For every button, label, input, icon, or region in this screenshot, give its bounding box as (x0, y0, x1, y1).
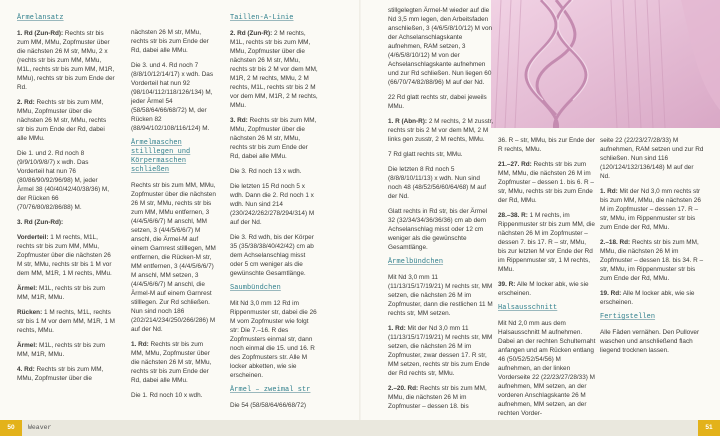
paragraph: nächsten 26 M str, MMu, rechts str bis zum Ende der Rd, dabei alle MMu. (131, 29, 209, 54)
paragraph: Rechts str bis zum MM, MMu, Zopfmuster über die nächsten 26 M str, MMu, rechts str bis zum MM, MMu entfernen, 3 (4/4/5/6/6/7) M anschl, MM setzen, 3 (4/4/5/6/6/7) M anschl, die Ärmel-M auf einem Garnrest stilllegen, MM entfernen, die Rücken-M str, MM entfernen, 3 (4/4/5/6/6/7) M anschl, MM setzen, 3 (4/4/5/6/6/7) M anschl, die Ärmel-M auf einem Garnrest stilllegen. Zur Rd schließen. Nun sind noch 186 (202/214/234/250/266/286) M auf der Nd. (131, 182, 216, 333)
heading-aermel: Ärmel – zweimal str (230, 386, 311, 394)
heading-aermelbuendchen: Ärmelbündchen (388, 258, 444, 266)
heading-aermelmaschen: Ärmelmaschen stilllegen und Körpermaschen schließen (131, 139, 191, 174)
heading-taillen-a-linie: Taillen-A-Linie (230, 14, 294, 22)
heading-halsausschnitt: Halsausschnitt (498, 304, 558, 312)
paragraph: 2. Rd (Zun-R): 2 M rechts, M1L, rechts str bis zum MM, MMu, Zopfmuster über die nächsten 26 M str, MMu, rechts str bis 2 M vor dem MM, M1R, 2 M rechts, MMu, 2 M rechts, M1L, rechts str bis 2 M vor dem MM, M1R, 2 M rechts, MMu. (230, 30, 318, 109)
paragraph: 39. R: Alle M locker abk, wie sie erscheinen. (498, 281, 589, 297)
paragraph: Die 3. Rd wdh, bis der Körper 35 (35/38/38/40/42/42) cm ab dem Achselanschlag misst oder 5 cm weniger als die gewünschte Gesamtlänge. (230, 234, 314, 277)
paragraph: Ärmel: M1L, rechts str bis zum MM, M1R, MMu. (17, 342, 106, 358)
paragraph: 1. Rd: Mit der Nd 3,0 mm 11 (11/13/15/17/19/21) M rechts str, MM setzen, die nächsten 26 M im Zopfmuster, zwar dessen 17. R str, MM setzen, rechts str bis zum Ende der Rd rechts str, MMu. (388, 325, 493, 377)
column-6 (600, 136, 704, 361)
paragraph: 28.–38. R: 1 M rechts, im Rippenmuster str bis zum MM, die nächsten 26 M im Zopfmuster – dessen 7. bis 17. R – str, MMu, bis zur letzten M vor Ende der Rd im Rippenmuster str, 1 M rechts, MMu. (498, 212, 595, 273)
page-number-right: 51 (698, 420, 720, 436)
footer-right (360, 420, 720, 436)
footer-left (0, 420, 360, 436)
paragraph: Die 1. Rd noch 10 x wdh. (131, 392, 203, 399)
footer-brand: Weaver (28, 424, 52, 431)
paragraph: 1. Rd (Zun-Rd): Rechts str bis zum MM, MMu, Zopfmuster über die nächsten 26 M str, MMu, 2 x (rechts str bis zum MM, MMu, M1L, rechts str bis zum MM, M1R, MMu), rechts str bis zum Ende der Rd. (17, 30, 115, 91)
paragraph: 2.–18. Rd: Rechts str bis zum MM, MMu, die nächsten 26 M im Zopfmuster – dessen 18. bis 34. R – str, MMu, im Rippenmuster str bis zum Ende der Rd, MMu. (600, 239, 704, 282)
paragraph: 19. Rd: Alle M locker abk, wie sie erscheinen. (600, 290, 695, 306)
paragraph: 22 Rd glatt rechts str, dabei jeweils MMu. (388, 94, 487, 110)
paragraph: Rücken: 1 M rechts, M1L, rechts str bis 1 M vor dem MM, M1R, 1 M rechts, MMu. (17, 309, 116, 334)
paragraph: 36. R – str, MMu, bis zur Ende der R rechts, MMu. (498, 137, 595, 153)
paragraph: 1. Rd: Mit der Nd 3,0 mm rechts str bis zum MM, MMu, die nächsten 26 M im Zopfmuster – dessen 17. R – str, MMu, im Rippenmuster str bis zum Ende der Rd, MMu. (600, 188, 701, 231)
knit-texture-illustration (491, 0, 720, 128)
paragraph: 7 Rd glatt rechts str, MMu. (388, 151, 463, 158)
paragraph: Die 1. und 2. Rd noch 8 (9/9/10/9/8/7) x wdh. Das Vorderteil hat nun 76 (80/86/90/92/96/98) M, jeder Ärmel 38 (40/40/42/40/38/36) M, der Rücken 66 (70/76/80/82/86/88) M. (17, 150, 110, 211)
paragraph: 1. R (Abn-R): 2 M rechts, 2 M zusstr, rechts str bis 2 M vor dem MM, 2 M links gen zusstr, 2 M rechts, MMu. (388, 118, 494, 143)
paragraph: Alle Fäden vernähen. Den Pullover waschen und anschließend flach liegend trocknen lassen. (600, 329, 700, 354)
paragraph: 3. Rd: Rechts str bis zum MM, MMu, Zopfmuster über die nächsten 26 M str, MMu, rechts str bis zum Ende der Rd, dabei alle MMu. (230, 117, 317, 160)
paragraph: 1. Rd: Rechts str bis zum MM, MMu, Zopfmuster über die nächsten 26 M str, MMu, rechts str bis zum Ende der Rd, dabei alle MMu. (131, 341, 212, 384)
paragraph: Vorderteil: 1 M rechts, M1L, rechts str bis zum MM, MMu, Zopfmuster über die nächsten 26 M str, MMu, rechts str bis 1 M vor dem MM, M1R, 1 M rechts, MMu. (17, 234, 112, 277)
paragraph: Die letzten 15 Rd noch 5 x wdh. Dann die 2. Rd noch 1 x wdh. Nun sind 214 (230/242/262/278/294/314) M auf der Nd. (230, 183, 315, 226)
paragraph: 2. Rd: Rechts str bis zum MM, MMu, Zopfmuster über die nächsten 26 M str, MMu, rechts str bis zum Ende der Rd, dabei alle MMu. (17, 99, 107, 142)
column-2 (131, 28, 217, 406)
sweater-photo (491, 0, 720, 128)
paragraph: Die 3. Rd noch 13 x wdh. (230, 168, 302, 175)
paragraph: Mit Nd 3,0 mm 12 Rd im Rippenmuster str, dabei die 26 M vom Zopfmuster wie folgt str: Die 7.–16. R des Zopfmusters einmal str, dann noch einmal die 15. und 16. R des Zopfmusters str. Alle M locker abketten, wie sie erscheinen. (230, 300, 317, 379)
paragraph: Glatt rechts in Rd str, bis der Ärmel 32 (32/34/34/36/36/36) cm ab dem Achselanschlag misst oder 12 cm weniger als die gewünschte Gesamtlänge. (388, 208, 488, 251)
paragraph: 3. Rd (Zun-Rd): (17, 219, 64, 226)
column-1 (17, 14, 115, 389)
book-gutter (359, 0, 361, 420)
paragraph: Mit Nd 2,0 mm aus dem Halsausschnitt M aufnehmen. Dabei an der rechten Schulternaht anfangen und am Rücken entlang 46 (50/52/52/54/56) M aufnehmen, an der linken Vorderseite 22 (22/23/27/28/33) M aufnehmen, MM setzen, an der vorderen Anschlagskante 26 M aufnehmen, MM setzen, an der rechten Vorder- (498, 320, 596, 417)
column-5 (498, 136, 596, 424)
paragraph: 21.–27. Rd: Rechts str bis zum MM, MMu, die nächsten 26 M im Zopfmuster – dessen 1. bis 6. R – str, MMu, rechts str bis zum Ende der Rd, MMu. (498, 161, 594, 204)
paragraph: stillgelegten Ärmel-M wieder auf die Nd 3,5 mm legen, den Arbeitsfaden anschließen, 3 (4/6/5/8/10/12) M von der Achselanschlagskante aufnehmen, RAM setzen, 3 (4/6/5/8/10/12) M von der Achselanschlagskante aufnehmen und zur Rd schließen. Nun liegen 60 (66/70/74/82/88/96) M auf der Nd. (388, 7, 493, 86)
paragraph: Mit Nd 3,0 mm 11 (11/13/15/17/19/21) M rechts str, MM setzen, die nächsten 26 M im Zopfmuster, dann die restlichen 11 M rechts str, MM setzen. (388, 274, 493, 317)
column-4 (388, 6, 494, 417)
paragraph: seite 22 (22/23/27/28/33) M aufnehmen, RAM setzen und zur Rd schließen. Nun sind 116 (120/124/132/136/148) M auf der Nd. (600, 137, 704, 180)
paragraph: Die letzten 8 Rd noch 5 (8/8/8/10/11/13) x wdh. Nun sind noch 48 (48/52/56/60/64/68) M auf der Nd. (388, 166, 487, 200)
page-number-left: 50 (0, 420, 22, 436)
paragraph: Ärmel: M1L, rechts str bis zum MM, M1R, MMu. (17, 285, 106, 301)
heading-saumbuendchen: Saumbündchen (230, 284, 281, 292)
paragraph: 2.–20. Rd: Rechts str bis zum MM, MMu, die nächsten 26 M im Zopfmuster – dessen 18. bis (388, 385, 487, 410)
heading-aermelansatz: Ärmelansatz (17, 14, 64, 22)
paragraph: 4. Rd: Rechts str bis zum MM, MMu, Zopfmuster über die (17, 366, 104, 382)
paragraph: Die 3. und 4. Rd noch 7 (8/8/10/12/14/17) x wdh. Das Vorderteil hat nun 92 (98/104/112/118/126/134) M, jeder Ärmel 54 (58/58/64/66/68/72) M, der Rücken 82 (88/94/102/108/116/124) M. (131, 62, 214, 132)
paragraph: Die 54 (58/58/64/66/68/72) (230, 402, 307, 409)
column-3 (230, 14, 318, 416)
heading-fertigstellen: Fertigstellen (600, 313, 656, 321)
